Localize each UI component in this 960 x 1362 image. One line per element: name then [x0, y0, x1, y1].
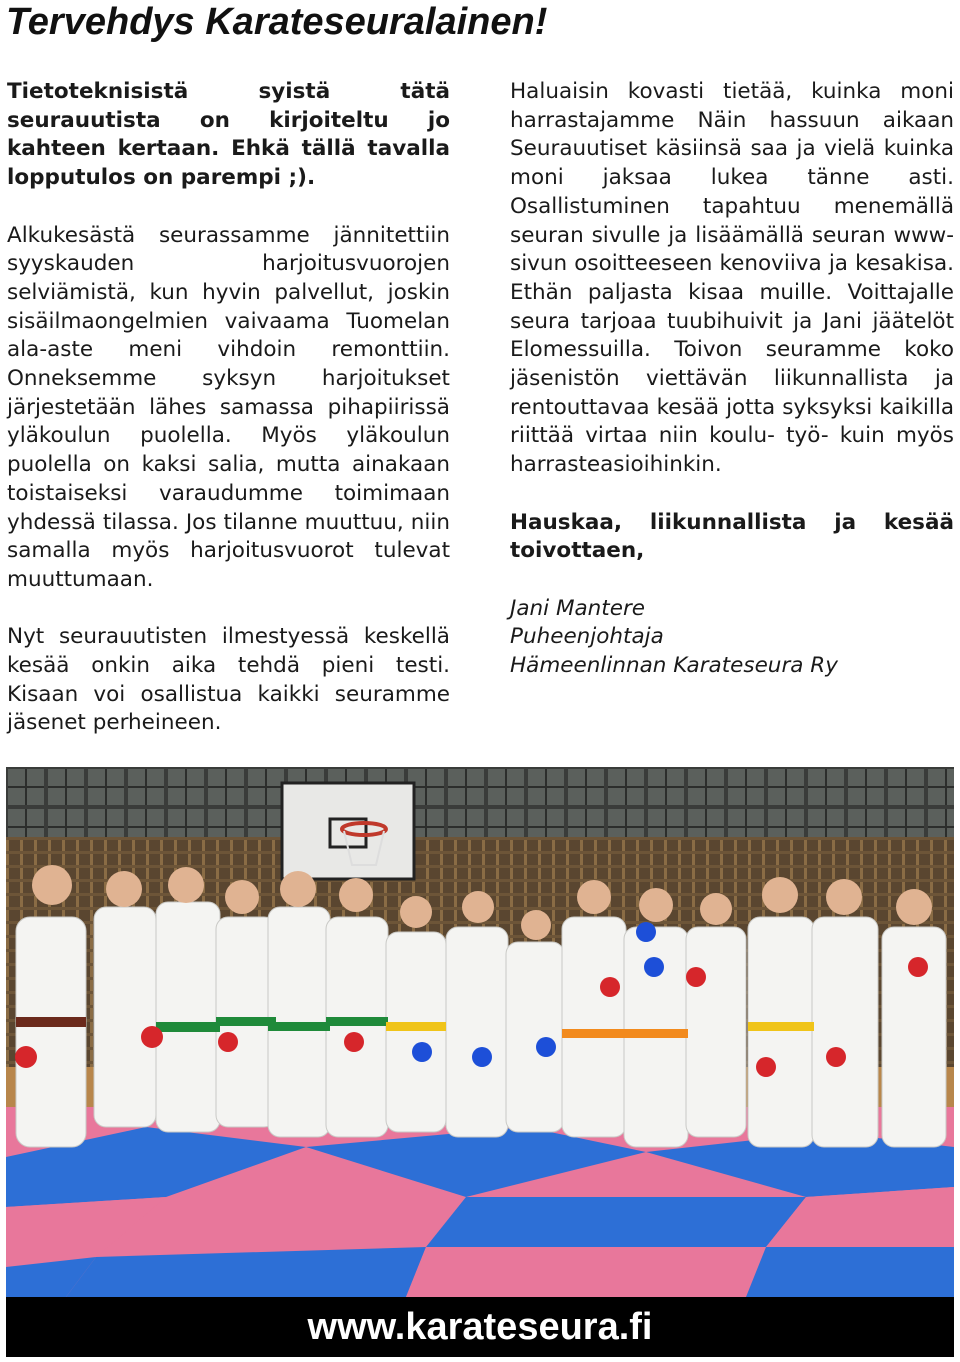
- body-paragraph-1: Alkukesästä seurassamme jännitettiin syyskauden harjoitusvuorojen selviämistä, kun hyvin palvellut, joskin sisäilmaongelmien vaivaama Tuomelan ala-aste meni vihdoin remonttiin. Onneksemme syksyn harjoitukset järjestetään lähes samassa pihapiirissä yläkoulun puolella. Myös yläkoulun puolella on kaksi salia, mutta ainakaan toistaiseksi varaudumme toimimaan yhdessä tilassa. Jos tilanne muuttuu, niin samalla myös harjoitusvuorot tulevat muuttumaan.: [7, 222, 450, 592]
- signature-organization: Hämeenlinnan Karateseura Ry: [510, 653, 838, 679]
- basketball-backboard: [282, 783, 414, 879]
- intro-paragraph: Tietoteknisistä syistä tätä seurauutista on kirjoiteltu jo kahteen kertaan. Ehkä tällä tavalla lopputulos on parempi ;).: [7, 79, 450, 191]
- body-paragraph-2: Nyt seurauutisten ilmestyessä keskellä kesää onkin aika tehdä pieni testi. Kisaan voi osallistua kaikki seuramme jäsenet perheineen.: [7, 624, 450, 736]
- group-photo: [6, 767, 954, 1297]
- right-column: [510, 78, 954, 681]
- left-column: [7, 78, 450, 738]
- footer-bar: [6, 1297, 954, 1357]
- gym-windows: [6, 767, 954, 837]
- greeting: Hauskaa, liikunnallista ja kesää toivottaen,: [510, 509, 954, 564]
- signature-role: Puheenjohtaja: [510, 624, 664, 650]
- body-paragraph-3: Haluaisin kovasti tietää, kuinka moni harrastajamme Näin hassuun aikaan Seurauutiset käsiinsä saa ja vielä kuinka moni jaksaa lukea tänne asti. Osallistuminen tapahtuu menemällä seuran sivulle ja lisäämällä seuran www-sivun osoitteeseen kenoviiva ja kesakisa. Ethän paljasta kisaa muille. Voittajalle seura tarjoaa tuubihuivit ja Jani jäätelöt Elomessuilla. Toivon seuramme koko jäsenistön viettävän liikunnallista ja rentouttavaa kesää jotta syksyksi kaikilla riittää virtaa niin koulu- työ- kuin myös harrasteasioihinkin.: [510, 79, 954, 478]
- page-title: Tervehdys Karateseuralainen!: [6, 1, 548, 43]
- signature-name: Jani Mantere: [510, 595, 646, 621]
- website-url[interactable]: www.karateseura.fi: [307, 1306, 653, 1348]
